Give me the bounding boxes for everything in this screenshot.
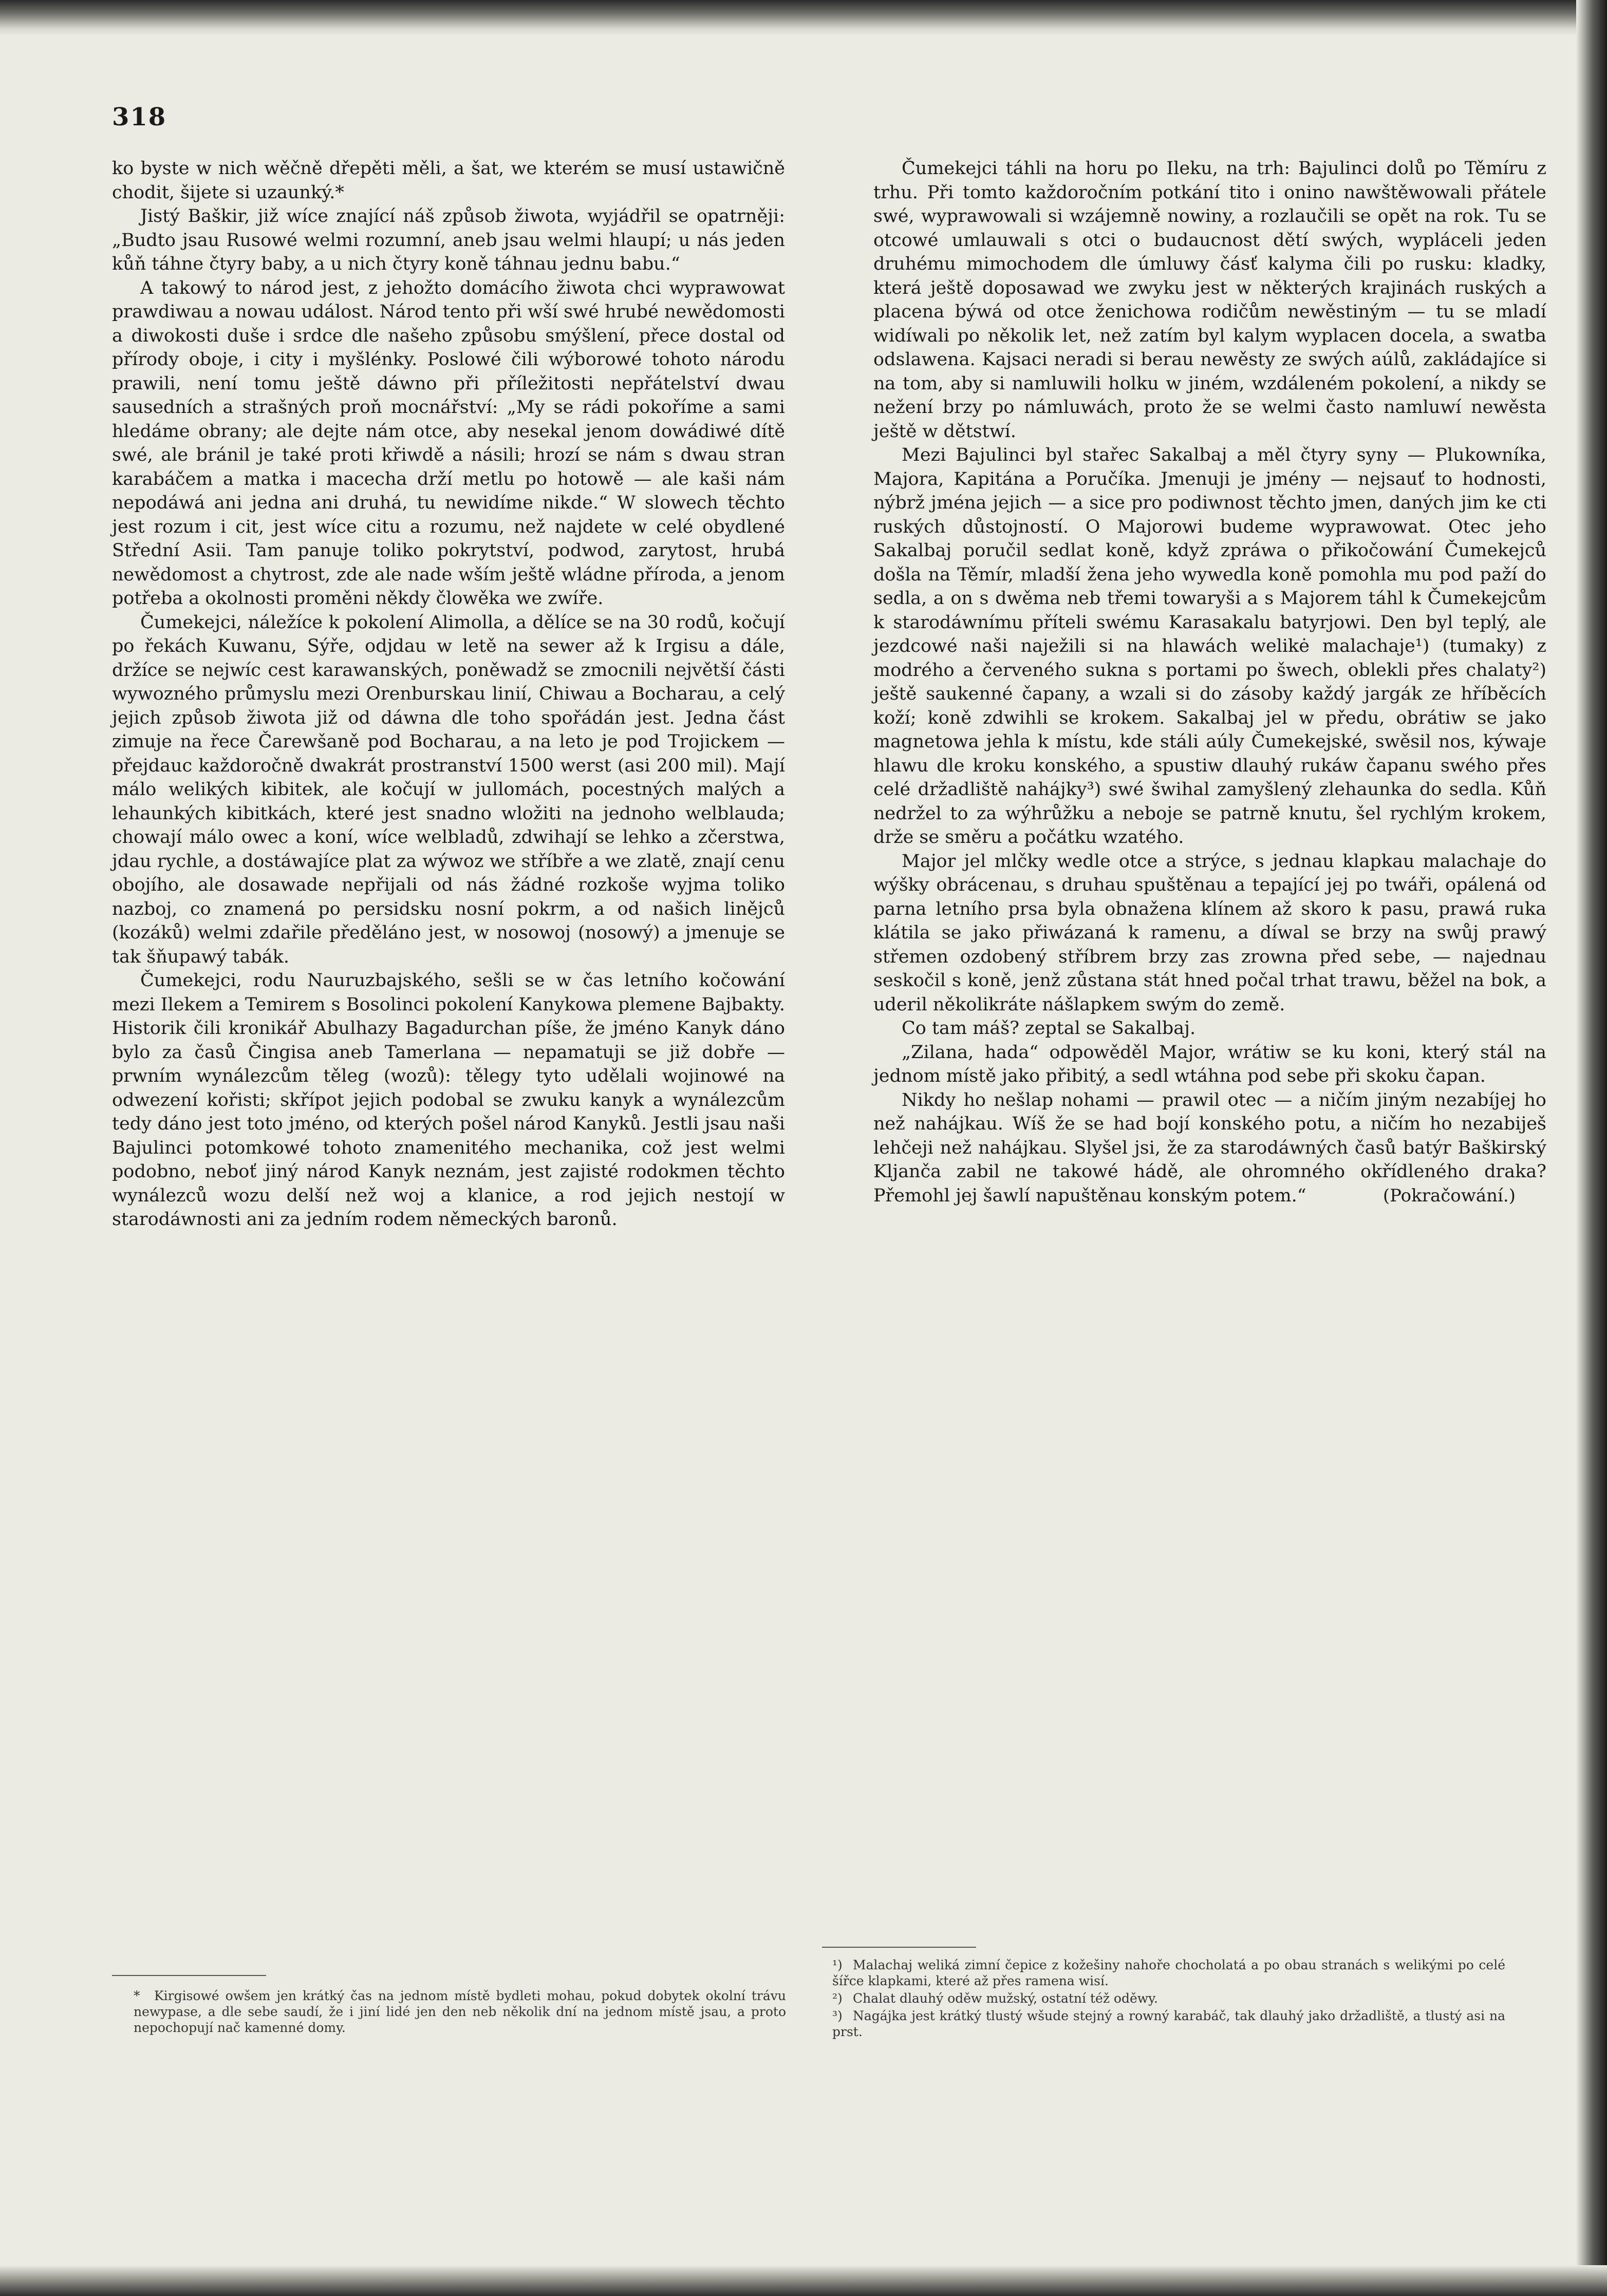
paragraph: Major jel mlčky wedle otce a strýce, s jednau klapkau malachaje do wýšky obrácenau, s druhau spuštěnau a tepající jej po twáři, opálená od parna letního prsa byla obnažena klínem až skoro k pasu, prawá ruka klátila se jako přiwázaná k ramenu, a díwal se brzy na swůj prawý střemen ozdobený stříbrem brzy zas zrowna před sebe, — najednau seskočil s koně, jenž zůstana stát hned počal trhat trawu, běžel na bok, a uderil několikráte nášlapkem swým do země. <box>873 851 1546 1015</box>
paragraph: A takowý to národ jest, z jehožto domácího žiwota chci wyprawowat prawdiwau a nowau událost. Národ tento při wší swé hrubé newědomosti a diwokosti duše i srdce dle našeho způsobu smýšlení, přece dostal od přírody oboje, i city i myšlénky. Poslowé čili wýborowé tohoto národu prawili, není tomu ještě dáwno při příležitosti nepřátelství dwau sausedních a strašných proň mocnářství: „My se rádi pokoříme a sami hledáme obrany; ale dejte nám otce, aby nesekal jenom dowádiwé dítě swé, ale bránil je také proti křiwdě a násili; hrozí se nám s dwau stran karabáčem a matka i macecha drží metlu po hotowě — ale kaši nám nepodáwá ani jedna ani druhá, tu newidíme nikde.“ W slowech těchto jest rozum i cit, jest wíce citu a rozumu, než najdete w celé obydlené Střední Asii. Tam panuje toliko pokrytství, podwod, zarytost, hrubá newědomost a chytrost, zde ale nade wším ještě wládne příroda, a jenom potřeba a okolnosti proměni někdy člowěka we zwíře. <box>112 277 785 609</box>
footnote-divider-right <box>822 1947 976 1948</box>
footnote-marker: ¹) <box>832 1958 843 1972</box>
continued-note: (Pokračowání.) <box>1382 1185 1516 1206</box>
paragraph-text: Nikdy ho nešlap nohami — prawil otec — a ničím jiným nezabíjej ho než nahájkau. Wíš že se had bojí konského potu, a ničím ho nezabiješ lehčeji než nahájkau. Slyšel jsi, že za starodáwných časů batýr Baškirský Kljanča zabil ne takowé hádě, ale ohromného okřídleného draka? Přemohl jej šawlí napuštěnau konským potem.“ <box>873 1089 1546 1206</box>
paragraph: Čumekejci, rodu Nauruzbajského, sešli se w čas letního kočowání mezi Ilekem a Temirem s Bosolinci pokolení Kanykowa plemene Bajbakty. Historik čili kronikář Abulhazy Bagadurchan píše, že jméno Kanyk dáno bylo za časů Čingisa aneb Tamerlana — nepamatuji se již dobře — prwním wynálezcům těleg (wozů): tělegy tyto udělali wojinowé na odwezení kořisti; skřípot jejich podobal se zwuku kanyk a wynálezcům tedy dáno jest toto jméno, od kterých pošel národ Kanyků. Jestli jsau naši Bajulinci potomkowé tohoto znamenitého mechanika, což jest welmi podobno, neboť jiný národ Kanyk neznám, jest zajisté rodokmen těchto wynálezců wozu delší než woj a klanice, a rod jejich nestojí w starodáwnosti ani za jedním rodem německých baronů. <box>112 970 785 1230</box>
footnote <box>832 1990 1505 2006</box>
paragraph: Čumekejci, náležíce k pokolení Alimolla, a dělíce se na 30 rodů, kočují po řekách Kuwanu, Sýře, odjdau w letě na sewer až k Irgisu a dále, držíce se nejwíc cest karawanských, poněwadž se zmocnili největší části wywozného průmyslu mezi Orenburskau linií, Chiwau a Bocharau, a celý jejich způsob žiwota již od dáwna dle toho spořádán jest. Jedna část zimuje na řece Čarewšaně pod Bocharau, a na leto je pod Trojickem — přejdauc každoročně dwakrát prostranství 1500 werst (asi 200 mil). Mají málo welikých kibitek, ale kočují w jullomách, pocestných malých a lehaunkých kibitkách, které jest snadno wložiti na jednoho welblauda; chowají málo owec a koní, wíce welbladů, zdwihají se lehko a zčerstwa, jdau rychle, a dostáwajíce plat za wýwoz we stříbře a we zlatě, znají cenu obojího, ale dosawade nepřijali od nás žádné rozkoše wyjma toliko nazboj, co znamená po persidsku nosní pokrm, a od našich linějců (kozáků) welmi zdařile předěláno jest, w nosowoj (nosowý) a jmenuje se tak šňupawý tabák. <box>112 612 785 967</box>
scan-right-edge <box>1576 0 1607 2296</box>
paragraph: Jistý Baškir, již wíce znající náš způsob žiwota, wyjádřil se opatrněji: „Budto jsau Rusowé welmi rozumní, aneb jsau welmi hlaupí; u nás jeden kůň táhne čtyry baby, a u nich čtyry koně táhnau jednu babu.“ <box>112 206 785 274</box>
left-column <box>112 157 785 1232</box>
footnote-marker: * <box>134 1988 140 2003</box>
footnote-marker: ²) <box>832 1991 843 2006</box>
footnote-text: Malachaj weliká zimní čepice z kožešiny nahoře chocholatá a po obau stranách s welikými po celé šířce klapkami, které až přes ramena wisí. <box>832 1958 1505 1988</box>
footnote-text: Chalat dlauhý oděw mužský, ostatní též oděwy. <box>853 1991 1158 2006</box>
footnote <box>832 2008 1505 2040</box>
footnote <box>832 1957 1505 1989</box>
paragraph: Mezi Bajulinci byl stařec Sakalbaj a měl čtyry syny — Plukowníka, Majora, Kapitána a Poručíka. Jmenuji je jmény — nejsauť to hodnosti, nýbrž jména jejich — a sice pro podiwnost těchto jmen, daných jim ke cti ruských důstojností. O Majorowi budeme wyprawowat. Otec jeho Sakalbaj poručil sedlat koně, když zpráwa o přikočowání Čumekejců došla na Těmír, mladší žena jeho wywedla koně pomohla mu pod paží do sedla, a on s dwěma neb třemi towaryši a s Majorem táhl k Čumekejcům k starodáwnímu příteli swému Karasakalu batyrjowi. Den byl teplý, ale jezdcowé naši naježili si na hlawách welikė malachaje¹) (tumaky) z modrého a červeného sukna s portami po šwech, oblekli přes chalaty²) ještě saukenné čapany, a wzali si do zásoby každý jargák ze hříběcích koží; koně zdwihli se krokem. Sakalbaj jel w předu, obrátiw se jako magnetowa jehla k místu, kde stáli aúly Čumekejské, swěsil nos, kýwaje hlawu dle kroku konského, a spustiw dlauhý rukáw čapanu swého přes celé držadliště nahájky³) swé šwihal zamyšlený zlehaunka do sedla. Kůň nedržel to za wýhrůžku a neboje se patrně knutu, šel rychlým krokem, drže se směru a počátku wzatého. <box>873 445 1546 848</box>
scan-bottom-edge <box>0 2265 1607 2296</box>
paragraph: „Zilana, hada“ odpowěděl Major, wrátiw se ku koni, který stál na jednom místě jako přibitý, a sedl wtáhna pod sebe při skoku čapan. <box>873 1042 1546 1086</box>
paragraph: Co tam máš? zeptal se Sakalbaj. <box>902 1018 1196 1039</box>
footnote <box>134 1988 786 2036</box>
paragraph-final <box>873 1088 1546 1208</box>
paragraph: Čumekejci táhli na horu po Ileku, na trh: Bajulinci dolů po Těmíru z trhu. Při tomto každoročním potkání tito i onino nawštěwowali přátele swé, wyprawowali si wzájemně nowiny, a rozlaučili se opět na rok. Tu se otcowé umlauwali s otci o budaucnost dětí swých, wypláceli jeden druhému mimochodem dle úmluwy čásť kalyma čili po rusku: kladky, která ještě doposawad we zwyku jest w některých krajinách ruských a placena býwá od otce ženichowa rodičům newěstiným — tu se mladí widíwali po několik let, než zatím byl kalym wyplacen docela, a swatba odslawena. Kajsaci neradi si berau newěsty ze swých aúlů, zakládajíce si na tom, aby si namluwili holku w jiném, wzdáleném pokolení, a nikdy se nežení brzy po námluwách, proto že se welmi často namluwí newěsta ještě w dětstwí. <box>873 158 1546 442</box>
footnote-text: Kirgisowé owšem jen krátký čas na jednom místě bydleti mohau, pokud dobytek okolní trávu newypase, a dle sebe saudí, že i jiní lidé jen den neb několik dní na jednom místě jsau, a proto nepochopují nač kamenné domy. <box>134 1988 786 2035</box>
right-column <box>873 157 1546 1208</box>
footnote-divider-left <box>112 1975 266 1976</box>
footnote-marker: ³) <box>832 2008 843 2023</box>
footnote-text: Nagájka jest krátký tlustý wšude stejný a rowný karabáč, tak dlauhý jako držadliště, a tlustý asi na prst. <box>832 2008 1505 2039</box>
scan-top-edge <box>0 0 1607 36</box>
footnotes-left <box>134 1988 786 2037</box>
page-number: 318 <box>112 103 167 131</box>
footnotes-right <box>832 1957 1505 2041</box>
paragraph: ko byste w nich wěčně dřepěti měli, a šat, we kterém se musí ustawičně chodit, šijete si uzaunký.* <box>112 158 785 203</box>
